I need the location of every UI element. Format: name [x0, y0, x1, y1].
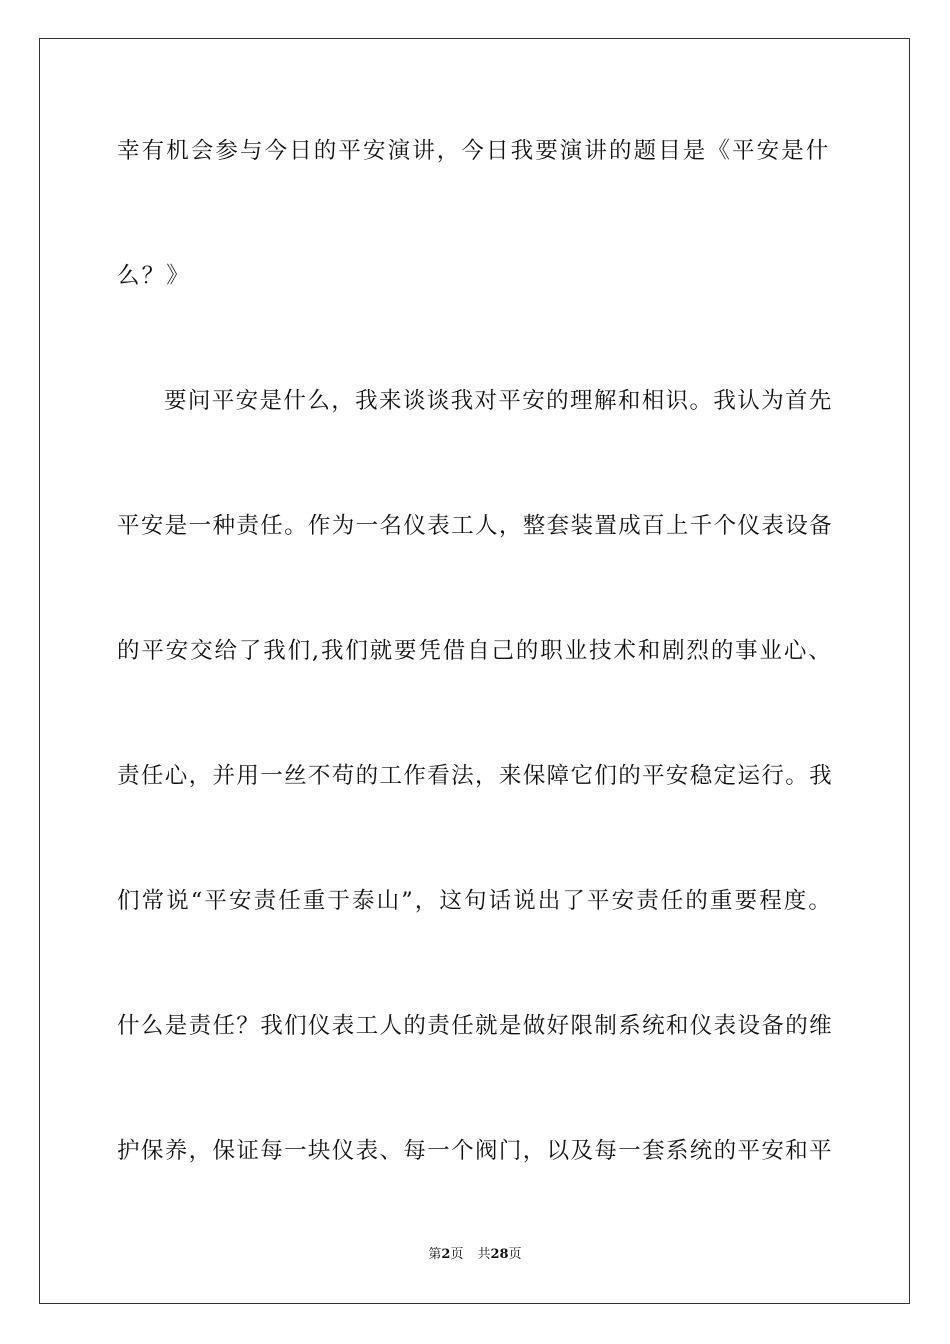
- paragraph-first-line: 要问平安是什么，我来谈谈我对平安的理解和相识。我认为首先: [164, 388, 833, 414]
- total-pages: 28: [490, 1247, 509, 1262]
- page-footer: [0, 1246, 950, 1264]
- page-prefix: 第: [428, 1247, 442, 1262]
- text-line: 什么是责任？我们仪表工人的责任就是做好限制系统和仪表设备的维: [117, 1013, 834, 1039]
- text-line: 么？》: [117, 263, 191, 289]
- text-line: 护保养，保证每一块仪表、每一个阀门，以及每一套系统的平安和平: [117, 1138, 834, 1164]
- text-line: 们常说“平安责任重于泰山”，这句话说出了平安责任的重要程度。: [117, 888, 834, 914]
- page-suffix: 页: [450, 1247, 464, 1262]
- page-number: 2: [441, 1247, 451, 1262]
- page-border: [39, 38, 910, 1304]
- text-line: 的平安交给了我们,我们就要凭借自己的职业技术和剧烈的事业心、: [117, 638, 833, 664]
- text-line: 平安是一种责任。作为一名仪表工人，整套装置成百上千个仪表设备: [117, 513, 834, 539]
- text-line: 幸有机会参与今日的平安演讲，今日我要演讲的题目是《平安是什: [117, 138, 831, 164]
- total-suffix: 页: [508, 1247, 522, 1262]
- total-prefix: 共: [477, 1247, 491, 1262]
- text-line: 责任心，并用一丝不苟的工作看法，来保障它们的平安稳定运行。我: [117, 763, 834, 789]
